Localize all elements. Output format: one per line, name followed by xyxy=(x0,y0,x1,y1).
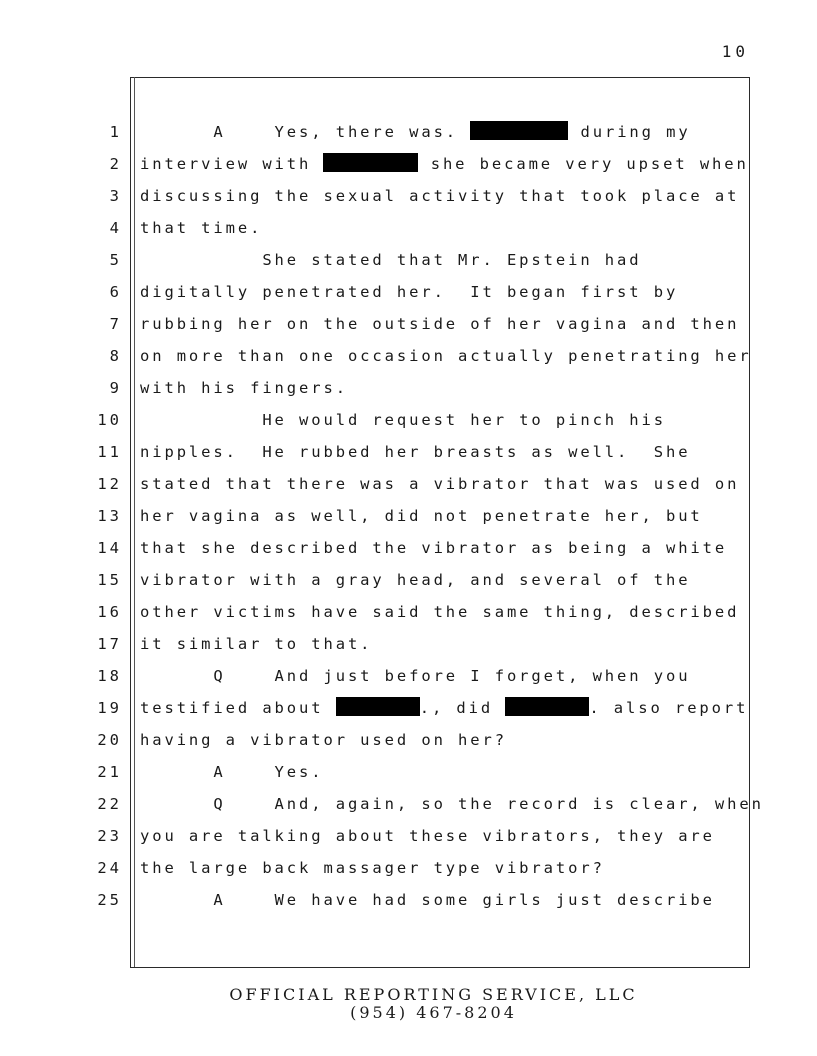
transcript-line xyxy=(0,660,817,692)
line-number: 9 xyxy=(109,379,122,397)
transcript-line xyxy=(0,372,817,404)
line-text-segment: on more than one occasion actually penetrating her xyxy=(140,347,752,365)
line-text-segment: discussing the sexual activity that took place at xyxy=(140,187,740,205)
line-text-segment: A We have had some girls just describe xyxy=(140,891,715,909)
transcript-line xyxy=(0,788,817,820)
line-number: 22 xyxy=(97,795,122,813)
footer xyxy=(0,986,817,1022)
transcript-line xyxy=(0,596,817,628)
line-text-segment: testified about xyxy=(140,699,336,717)
line-text xyxy=(140,468,739,500)
transcript-line xyxy=(0,116,817,148)
line-text-segment: digitally penetrated her. It began first by xyxy=(140,283,679,301)
line-text xyxy=(140,788,764,820)
line-text-segment: interview with xyxy=(140,155,324,173)
transcript-line xyxy=(0,180,817,212)
transcript-line xyxy=(0,212,817,244)
line-number: 2 xyxy=(109,155,122,173)
page-number: 10 xyxy=(721,42,749,61)
line-number: 1 xyxy=(109,123,122,141)
transcript-line xyxy=(0,724,817,756)
line-number: 4 xyxy=(109,219,122,237)
line-text-segment: during my xyxy=(568,123,691,141)
line-number: 8 xyxy=(109,347,122,365)
redaction-box xyxy=(470,121,568,140)
line-text xyxy=(140,276,678,308)
line-text xyxy=(140,116,691,148)
line-text xyxy=(140,308,739,340)
line-text-segment: that she described the vibrator as being a white xyxy=(140,539,728,557)
line-number: 14 xyxy=(97,539,122,557)
line-number: 16 xyxy=(97,603,122,621)
line-number: 15 xyxy=(97,571,122,589)
transcript-line xyxy=(0,404,817,436)
transcript-line xyxy=(0,756,817,788)
line-text xyxy=(140,180,739,212)
line-text xyxy=(140,372,348,404)
line-text-segment: She stated that Mr. Epstein had xyxy=(140,251,642,269)
line-number: 18 xyxy=(97,667,122,685)
transcript-line xyxy=(0,820,817,852)
line-text-segment: stated that there was a vibrator that was used on xyxy=(140,475,740,493)
transcript-line xyxy=(0,500,817,532)
line-text xyxy=(140,756,323,788)
line-text-segment: her vagina as well, did not penetrate her, but xyxy=(140,507,703,525)
line-text xyxy=(140,820,715,852)
line-text-segment: Q And just before I forget, when you xyxy=(140,667,691,685)
line-text xyxy=(140,628,372,660)
line-text-segment: ., did xyxy=(419,699,506,717)
redaction-box xyxy=(323,153,418,172)
line-text-segment: nipples. He rubbed her breasts as well. She xyxy=(140,443,691,461)
line-number: 11 xyxy=(97,443,122,461)
line-number: 13 xyxy=(97,507,122,525)
line-text xyxy=(140,884,715,916)
line-text xyxy=(140,436,690,468)
transcript-line xyxy=(0,340,817,372)
frame-bottom-rule xyxy=(130,967,750,968)
line-number: 3 xyxy=(109,187,122,205)
redaction-box xyxy=(505,697,589,716)
transcript-line xyxy=(0,628,817,660)
line-text-segment: with his fingers. xyxy=(140,379,348,397)
line-number: 7 xyxy=(109,315,122,333)
transcript-line xyxy=(0,884,817,916)
footer-phone: (954) 467-8204 xyxy=(350,1003,517,1022)
transcript-line xyxy=(0,308,817,340)
line-text-segment: that time. xyxy=(140,219,263,237)
line-text xyxy=(140,500,703,532)
line-text xyxy=(140,660,690,692)
transcript-line xyxy=(0,468,817,500)
line-text xyxy=(140,564,690,596)
line-number: 25 xyxy=(97,891,122,909)
line-number: 19 xyxy=(97,699,122,717)
transcript-line xyxy=(0,532,817,564)
line-number: 10 xyxy=(97,411,122,429)
line-text-segment: A Yes, there was. xyxy=(140,123,471,141)
line-number: 21 xyxy=(97,763,122,781)
line-number: 12 xyxy=(97,475,122,493)
line-number: 23 xyxy=(97,827,122,845)
footer-company: OFFICIAL REPORTING SERVICE, LLC xyxy=(229,985,638,1004)
line-number: 20 xyxy=(97,731,122,749)
transcript-line xyxy=(0,436,817,468)
line-number: 24 xyxy=(97,859,122,877)
line-text xyxy=(140,532,727,564)
line-text-segment: it similar to that. xyxy=(140,635,373,653)
line-text xyxy=(140,596,739,628)
line-text xyxy=(140,692,748,724)
line-number: 17 xyxy=(97,635,122,653)
line-text-segment: rubbing her on the outside of her vagina and then xyxy=(140,315,740,333)
transcript-line xyxy=(0,692,817,724)
line-number: 5 xyxy=(109,251,122,269)
line-text-segment: you are talking about these vibrators, they are xyxy=(140,827,715,845)
line-text-segment: other victims have said the same thing, described xyxy=(140,603,740,621)
line-text-segment: Q And, again, so the record is clear, when xyxy=(140,795,764,813)
line-text-segment: vibrator with a gray head, and several of the xyxy=(140,571,691,589)
transcript-line xyxy=(0,276,817,308)
line-text-segment: A Yes. xyxy=(140,763,324,781)
frame-top-rule xyxy=(130,77,750,78)
transcript-line xyxy=(0,148,817,180)
line-text xyxy=(140,212,262,244)
redaction-box xyxy=(336,697,420,716)
line-text-segment: having a vibrator used on her? xyxy=(140,731,507,749)
line-text-segment: she became very upset when xyxy=(418,155,749,173)
line-text xyxy=(140,852,605,884)
line-text-segment: . also report xyxy=(589,699,749,717)
line-text-segment: the large back massager type vibrator? xyxy=(140,859,605,877)
line-number: 6 xyxy=(109,283,122,301)
line-text xyxy=(140,340,752,372)
line-text xyxy=(140,724,507,756)
line-text xyxy=(140,148,749,180)
transcript-body xyxy=(0,116,817,916)
transcript-line xyxy=(0,564,817,596)
transcript-line xyxy=(0,852,817,884)
line-text xyxy=(140,244,642,276)
line-text xyxy=(140,404,666,436)
line-text-segment: He would request her to pinch his xyxy=(140,411,666,429)
transcript-line xyxy=(0,244,817,276)
